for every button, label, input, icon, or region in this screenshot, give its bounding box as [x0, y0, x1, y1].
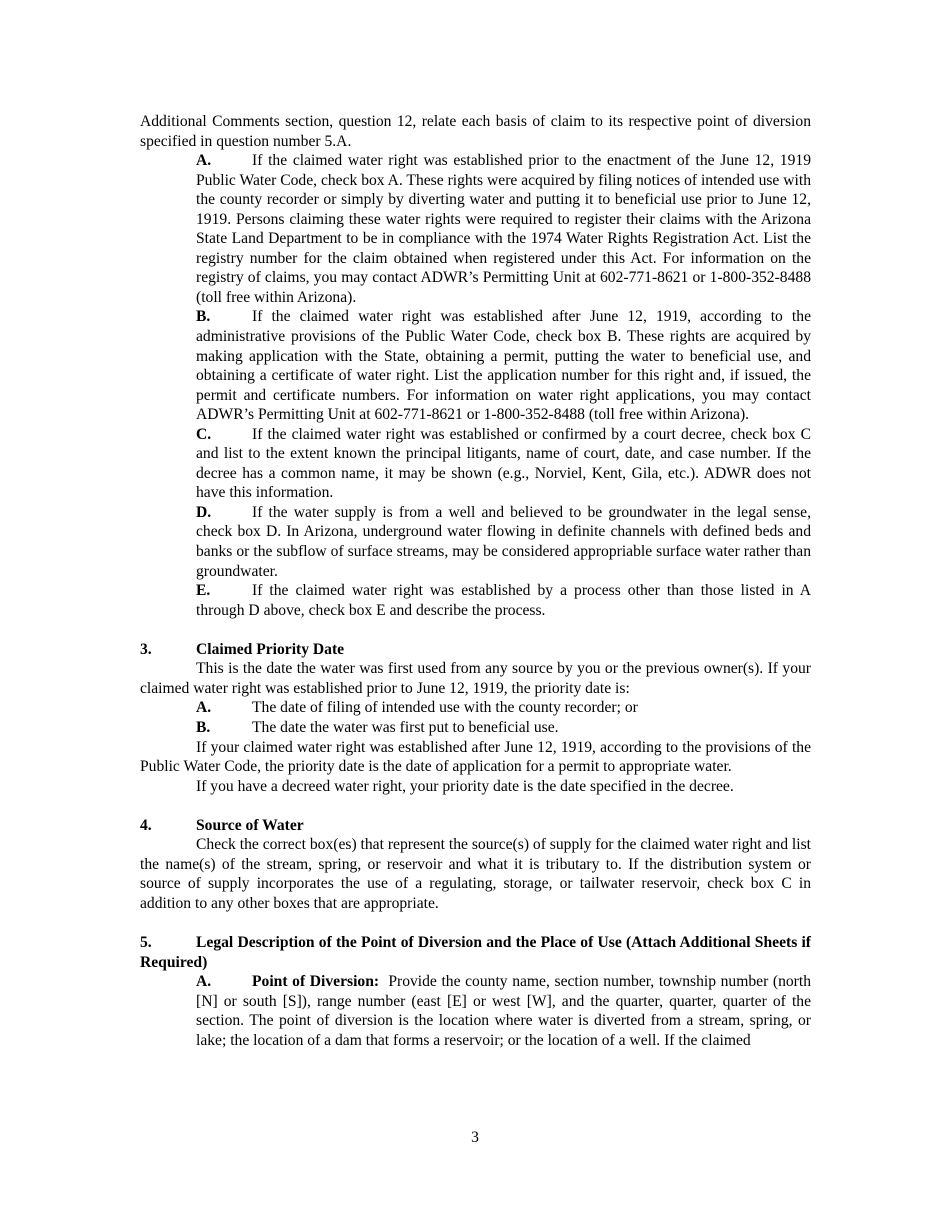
basis-item-letter: B. [196, 308, 211, 326]
priority-item-letter: A. [196, 699, 212, 717]
spacer [140, 620, 811, 640]
document-page [140, 112, 811, 1050]
section-number: 5. [140, 933, 152, 951]
basis-item-letter: A. [196, 152, 212, 170]
intro-paragraph: Additional Comments section, question 12, relate each basis of claim to its respective point of diversion specified in question number 5.A. [140, 113, 811, 150]
diversion-item-letter: A. [196, 973, 212, 991]
basis-item-d [140, 503, 811, 581]
diversion-item-a [140, 972, 811, 1050]
diversion-item-text: Provide the county name, section number, township number (north [N] or south [S]), range number (east [E] or west [W], and the quarter, quarter, quarter of the section. The point of diversion is the location where water is diverted from a stream, spring, or lake; the location of a dam that forms a reservoir; or the location of a well. If the claimed [196, 973, 812, 1049]
section-3-paragraph-2: If your claimed water right was established after June 12, 1919, according to the provisions of the Public Water Code, the priority date is the date of application for a permit to appropriate water. [140, 738, 811, 776]
spacer [140, 796, 811, 816]
basis-item-letter: D. [196, 503, 212, 521]
page-number: 3 [471, 1129, 479, 1146]
section-number: 4. [140, 816, 152, 834]
basis-item-letter: E. [196, 582, 211, 600]
section-4-paragraph: Check the correct box(es) that represent the source(s) of supply for the claimed water right and list the name(s) of the stream, spring, or reservoir and what it is tributary to. If the distribution system or source of supply incorporates the use of a regulating, storage, or tailwater reservoir, check box C in addition to any other boxes that are appropriate. [140, 836, 811, 912]
priority-item-letter: B. [196, 718, 211, 736]
priority-item-a [140, 698, 811, 718]
section-title: Source of Water [196, 816, 304, 834]
basis-item-letter: C. [196, 425, 212, 443]
basis-item-a [140, 151, 811, 307]
priority-item-text: The date of filing of intended use with the county recorder; or [252, 699, 638, 717]
basis-item-text: If the claimed water right was established or confirmed by a court decree, check box C and list to the extent known the principal litigants, name of court, date, and case number. If the decree has a common name, it may be shown (e.g., Norviel, Kent, Gila, etc.). ADWR does not have this information. [196, 425, 811, 502]
section-title: Legal Description of the Point of Diversion and the Place of Use (Attach Additional Sheets if Required) [140, 933, 811, 971]
basis-item-c [140, 425, 811, 503]
section-3-paragraph-1: This is the date the water was first used from any source by you or the previous owner(s). If your claimed water right was established prior to June 12, 1919, the priority date is: [140, 660, 811, 697]
section-4-heading [140, 816, 811, 836]
priority-item-b [140, 718, 811, 738]
basis-item-text: If the water supply is from a well and believed to be groundwater in the legal sense, check box D. In Arizona, underground water flowing in definite channels with defined beds and banks or the subflow of surface streams, may be considered appropriable surface water rather than groundwater. [196, 503, 811, 580]
priority-item-text: The date the water was first put to beneficial use. [252, 718, 559, 736]
spacer [140, 913, 811, 933]
basis-item-b [140, 307, 811, 424]
section-3-heading [140, 640, 811, 660]
section-number: 3. [140, 640, 152, 658]
basis-item-text: If the claimed water right was established after June 12, 1919, according to the administrative provisions of the Public Water Code, check box B. These rights are acquired by making application with the State, obtaining a permit, putting the water to beneficial use, and obtaining a certificate of water right. List the application number for this right and, if issued, the permit and certificate numbers. For information on water right applications, you may contact ADWR’s Permitting Unit at 602-771-8621 or 1-800-352-8488 (toll free within Arizona). [196, 308, 811, 424]
section-5-heading [140, 933, 811, 972]
section-title: Claimed Priority Date [196, 640, 345, 658]
section-3-paragraph-3: If you have a decreed water right, your priority date is the date specified in the decree. [196, 777, 734, 795]
basis-item-text: If the claimed water right was established prior to the enactment of the June 12, 1919 Public Water Code, check box A. These rights were acquired by filing notices of intended use with the county recorder or simply by diverting water and putting it to beneficial use prior to June 12, 1919. Persons claiming these water rights were required to register their claims with the Arizona State Land Department to be in compliance with the 1974 Water Rights Registration Act. List the registry number for the claim obtained when registered under this Act. For information on the registry of claims, you may contact ADWR’s Permitting Unit at 602-771-8621 or 1-800-352-8488 (toll free within Arizona). [196, 152, 811, 306]
basis-item-e [140, 581, 811, 620]
diversion-item-label: Point of Diversion: [252, 973, 380, 991]
basis-item-text: If the claimed water right was established by a process other than those listed in A through D above, check box E and describe the process. [196, 582, 811, 619]
